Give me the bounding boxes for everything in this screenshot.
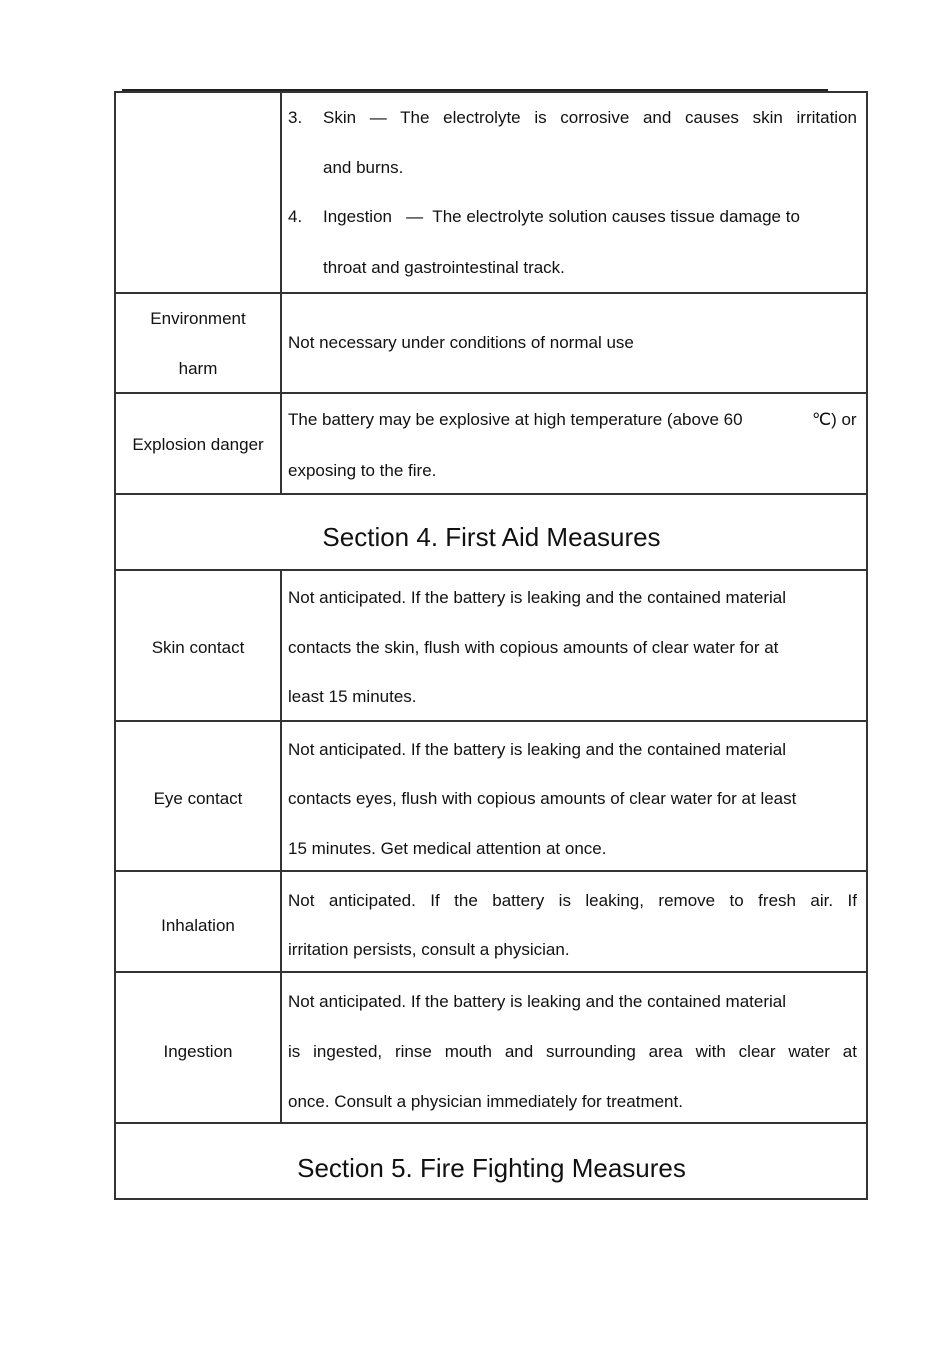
hazard-skin-text: and burns. xyxy=(323,158,404,177)
section-heading: Section 5. Fire Fighting Measures xyxy=(297,1153,686,1183)
list-number: 3. xyxy=(288,108,303,127)
row-divider xyxy=(115,1122,868,1124)
row-divider xyxy=(115,493,868,495)
row-divider xyxy=(115,292,868,294)
row-divider xyxy=(115,392,868,394)
table-border xyxy=(866,91,868,1200)
row-divider xyxy=(115,870,868,872)
table-border xyxy=(115,91,868,93)
hazard-skin-text: Skin — The electrolyte is corrosive and causes skin irritation xyxy=(323,108,857,127)
row-label: Skin contact xyxy=(151,638,245,657)
row-text: Not anticipated. If the battery is leaking and the contained material xyxy=(288,740,787,759)
hazard-ingestion-text: throat and gastrointestinal track. xyxy=(323,258,565,277)
row-text: Not anticipated. If the battery is leaking and the contained material xyxy=(288,992,787,1011)
row-text: Not anticipated. If the battery is leaking and the contained material xyxy=(288,588,787,607)
row-label: Eye contact xyxy=(153,789,243,808)
section-heading: Section 4. First Aid Measures xyxy=(322,522,661,552)
row-label: Inhalation xyxy=(161,916,235,935)
row-text: once. Consult a physician immediately for treatment. xyxy=(288,1092,683,1111)
row-text: exposing to the fire. xyxy=(288,461,437,480)
row-divider xyxy=(115,720,868,722)
row-text: least 15 minutes. xyxy=(288,687,417,706)
table-border xyxy=(115,1198,868,1200)
row-text: ℃) or xyxy=(812,410,857,429)
row-label: harm xyxy=(178,359,218,378)
row-text: Not necessary under conditions of normal use xyxy=(288,333,634,352)
row-label: Environment xyxy=(150,309,246,328)
row-divider xyxy=(115,569,868,571)
row-text: contacts eyes, flush with copious amounts of clear water for at least xyxy=(288,789,797,808)
row-label: Explosion danger xyxy=(132,435,264,454)
row-text: 15 minutes. Get medical attention at once. xyxy=(288,839,607,858)
row-text: irritation persists, consult a physician. xyxy=(288,940,570,959)
hazard-ingestion-text: Ingestion — The electrolyte solution causes tissue damage to xyxy=(323,207,800,226)
row-divider xyxy=(115,971,868,973)
column-divider xyxy=(280,91,282,494)
row-text: contacts the skin, flush with copious amounts of clear water for at xyxy=(288,638,779,657)
row-text: Not anticipated. If the battery is leaking, remove to fresh air. If xyxy=(288,891,857,910)
row-label: Ingestion xyxy=(163,1042,233,1061)
row-text: The battery may be explosive at high temperature (above 60 xyxy=(288,410,743,429)
row-text: is ingested, rinse mouth and surrounding area with clear water at xyxy=(288,1042,857,1061)
list-number: 4. xyxy=(288,207,303,226)
